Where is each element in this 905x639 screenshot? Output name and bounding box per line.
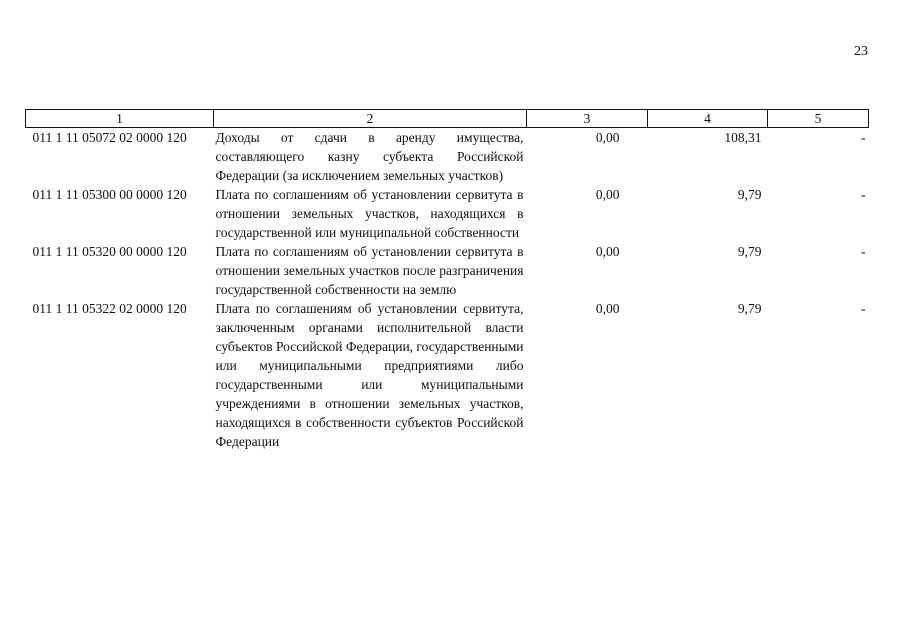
row-code: 011 1 11 05320 00 0000 120	[32, 244, 187, 259]
row-name: Плата по соглашениям об установлении сервитута в отношении земельных участков, находящихся в государственной или муниципальной собственности	[215, 187, 524, 240]
row-col3-value: 0,00	[595, 301, 620, 316]
table-row	[26, 185, 869, 242]
header-row	[26, 110, 869, 128]
header-col-3: 3	[527, 110, 648, 128]
table-body	[26, 128, 869, 452]
row-col5-value: -	[861, 244, 866, 259]
row-col3-value: 0,00	[595, 130, 620, 145]
row-code: 011 1 11 05072 02 0000 120	[32, 130, 187, 145]
header-col-2: 2	[214, 110, 527, 128]
row-col4-value: 9,79	[737, 244, 762, 259]
row-col4-value: 9,79	[737, 187, 762, 202]
row-name: Плата по соглашениям об установлении сервитута в отношении земельных участков после разграничения государственной собственности на землю	[215, 244, 524, 297]
header-col-1: 1	[26, 110, 214, 128]
header-col-5: 5	[768, 110, 869, 128]
page-number: 23	[854, 44, 868, 59]
row-name: Плата по соглашениям об установлении сервитута, заключенным органами исполнительной власти субъектов Российской Федерации, государственными или муниципальными предприятиями либо государственными или муниципальными учреждениями в отношении земельных участков, находящихся в собственности субъектов Российской Федерации	[215, 301, 524, 449]
row-col5-value: -	[861, 301, 866, 316]
row-col5-value: -	[861, 130, 866, 145]
row-col4-value: 9,79	[737, 301, 762, 316]
row-code: 011 1 11 05322 02 0000 120	[32, 301, 187, 316]
table-row	[26, 128, 869, 186]
budget-table	[25, 109, 869, 451]
header-col-4: 4	[648, 110, 768, 128]
row-col4-value: 108,31	[724, 130, 762, 145]
row-col3-value: 0,00	[595, 244, 620, 259]
row-name: Доходы от сдачи в аренду имущества, составляющего казну субъекта Российской Федерации (за исключением земельных участков)	[215, 130, 524, 183]
row-col5-value: -	[861, 187, 866, 202]
table-header	[26, 110, 869, 128]
table-row	[26, 242, 869, 299]
row-col3-value: 0,00	[595, 187, 620, 202]
table-row	[26, 299, 869, 451]
row-code: 011 1 11 05300 00 0000 120	[32, 187, 187, 202]
